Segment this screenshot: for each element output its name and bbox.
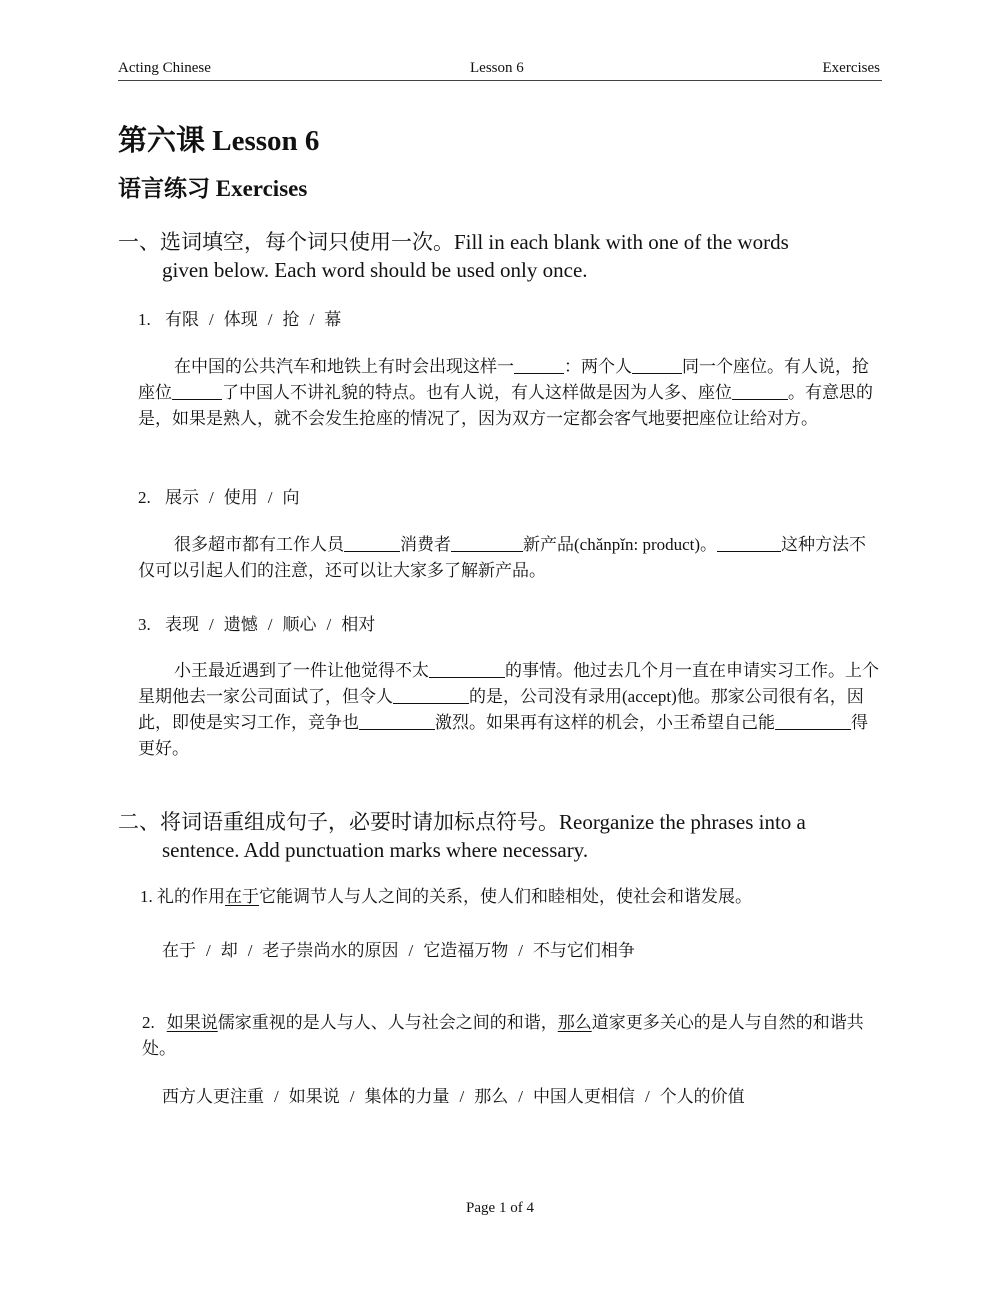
header-lesson: Lesson 6 xyxy=(470,60,524,76)
passage-text: ：两个人 xyxy=(564,357,632,376)
word-option: 表现 xyxy=(165,615,199,634)
example-text: 礼的作用 xyxy=(157,887,225,906)
example-sentence-1 xyxy=(140,884,880,910)
item-number: 2. xyxy=(138,488,151,507)
example-keyword: 在于 xyxy=(225,887,259,906)
word-option: 展示 xyxy=(165,488,199,507)
passage-text: 得更好。 xyxy=(138,713,868,758)
phrase: 如果说 xyxy=(288,1087,340,1106)
passage-text: 同一个座位。有人说，抢座位 xyxy=(138,357,869,402)
section1-instruction-line1: 选词填空，每个词只使用一次。Fill in each blank with one of the words xyxy=(160,230,789,254)
example-text: 儒家重视的是人与人、人与社会之间的和谐， xyxy=(217,1013,558,1032)
word-option: 体现 xyxy=(223,310,258,329)
header-course: Acting Chinese xyxy=(118,60,211,76)
phrase: 集体的力量 xyxy=(364,1087,450,1106)
answer-blank[interactable] xyxy=(429,661,505,678)
answer-blank[interactable] xyxy=(451,535,523,552)
phrase: 它造福万物 xyxy=(423,941,509,960)
section1-heading xyxy=(118,228,880,284)
passage-text: 消费者 xyxy=(400,535,451,554)
page-header xyxy=(118,58,882,81)
passage-text: 在中国的公共汽车和地铁上有时会出现这样一 xyxy=(174,357,514,376)
section2-heading xyxy=(118,808,880,864)
passage-2 xyxy=(138,532,880,584)
word-option: 相对 xyxy=(341,615,376,634)
phrase: 西方人更注重 xyxy=(162,1087,264,1106)
example-sentence-2 xyxy=(142,1010,882,1062)
word-bank-1: 1. 有限 / 体现 / 抢 / 幕 xyxy=(138,310,342,329)
answer-blank[interactable] xyxy=(172,383,222,400)
item-number: 1. xyxy=(140,887,153,906)
passage-text: 这种方法不仅可以引起人们的注意，还可以让大家多了解新产品。 xyxy=(138,535,867,580)
phrase: 那么 xyxy=(474,1087,509,1106)
page-title: 第六课 Lesson 6 xyxy=(118,125,320,157)
answer-blank[interactable] xyxy=(393,687,469,704)
passage-text: 了中国人不讲礼貌的特点。也有人说，有人这样做是因为人多、座位 xyxy=(222,383,732,402)
item-number: 1. xyxy=(138,310,151,329)
passage-text: 。有意思的是，如果是熟人，就不会发生抢座的情况了，因为双方一定都会客气地要把座位让给对方。 xyxy=(138,383,873,428)
page-footer: Page 1 of 4 xyxy=(466,1200,534,1216)
phrase-list-1: 在于 / 却 / 老子崇尚水的原因 / 它造福万物 / 不与它们相争 xyxy=(162,941,635,960)
answer-blank[interactable] xyxy=(632,357,682,374)
passage-text: 新产品(chǎnpǐn: product)。 xyxy=(523,535,718,554)
passage-text: 的是，公司没有录用(accept)他。那家公司很有名，因此，即使是实习工作，竞争也 xyxy=(138,687,864,732)
passage-text: 激烈。如果再有这样的机会，小王希望自己能 xyxy=(435,713,775,732)
passage-text: 很多超市都有工作人员 xyxy=(174,535,344,554)
phrase: 个人的价值 xyxy=(659,1087,745,1106)
word-option: 幕 xyxy=(324,310,342,329)
word-option: 遗憾 xyxy=(223,615,258,634)
page-subtitle: 语言练习 Exercises xyxy=(118,176,308,201)
example-keyword: 那么 xyxy=(557,1013,592,1032)
example-text: 它能调节人与人之间的关系，使人们和睦相处，使社会和谐发展。 xyxy=(259,887,752,906)
phrase: 老子崇尚水的原因 xyxy=(262,941,399,960)
phrase: 在于 xyxy=(162,941,196,960)
answer-blank[interactable] xyxy=(775,713,851,730)
answer-blank[interactable] xyxy=(717,535,781,552)
item-number: 2. xyxy=(142,1013,155,1032)
section1-instruction-line2: given below. Each word should be used only once. xyxy=(162,258,588,282)
passage-3 xyxy=(138,658,880,762)
word-bank-2: 2. 展示 / 使用 / 向 xyxy=(138,488,300,507)
example-text: 道家更多关心的是人与自然的和谐共处。 xyxy=(142,1013,864,1058)
phrase: 中国人更相信 xyxy=(532,1087,635,1106)
word-option: 向 xyxy=(282,488,300,507)
answer-blank[interactable] xyxy=(514,357,564,374)
section2-prefix: 二、 xyxy=(118,810,160,834)
answer-blank[interactable] xyxy=(359,713,435,730)
section1-prefix: 一、 xyxy=(118,230,160,254)
phrase-list-2: 西方人更注重 / 如果说 / 集体的力量 / 那么 / 中国人更相信 / 个人的价值 xyxy=(162,1087,745,1106)
passage-1 xyxy=(138,354,880,432)
word-option: 有限 xyxy=(165,310,199,329)
word-bank-3: 3. 表现 / 遗憾 / 顺心 / 相对 xyxy=(138,615,376,634)
passage-text: 小王最近遇到了一件让他觉得不太 xyxy=(174,661,429,680)
word-option: 使用 xyxy=(223,488,258,507)
word-option: 顺心 xyxy=(282,615,317,634)
word-option: 抢 xyxy=(282,310,300,329)
example-keyword: 如果说 xyxy=(166,1013,218,1032)
item-number: 3. xyxy=(138,615,151,634)
passage-text: 的事情。他过去几个月一直在申请实习工作。上个星期他去一家公司面试了，但令人 xyxy=(138,661,879,706)
phrase: 不与它们相争 xyxy=(532,941,635,960)
section2-instruction-line1: 将词语重组成句子，必要时请加标点符号。Reorganize the phrases into a xyxy=(160,810,806,834)
phrase: 却 xyxy=(220,941,238,960)
answer-blank[interactable] xyxy=(344,535,400,552)
section2-instruction-line2: sentence. Add punctuation marks where necessary. xyxy=(162,838,589,862)
answer-blank[interactable] xyxy=(732,383,788,400)
header-section: Exercises xyxy=(822,60,880,76)
